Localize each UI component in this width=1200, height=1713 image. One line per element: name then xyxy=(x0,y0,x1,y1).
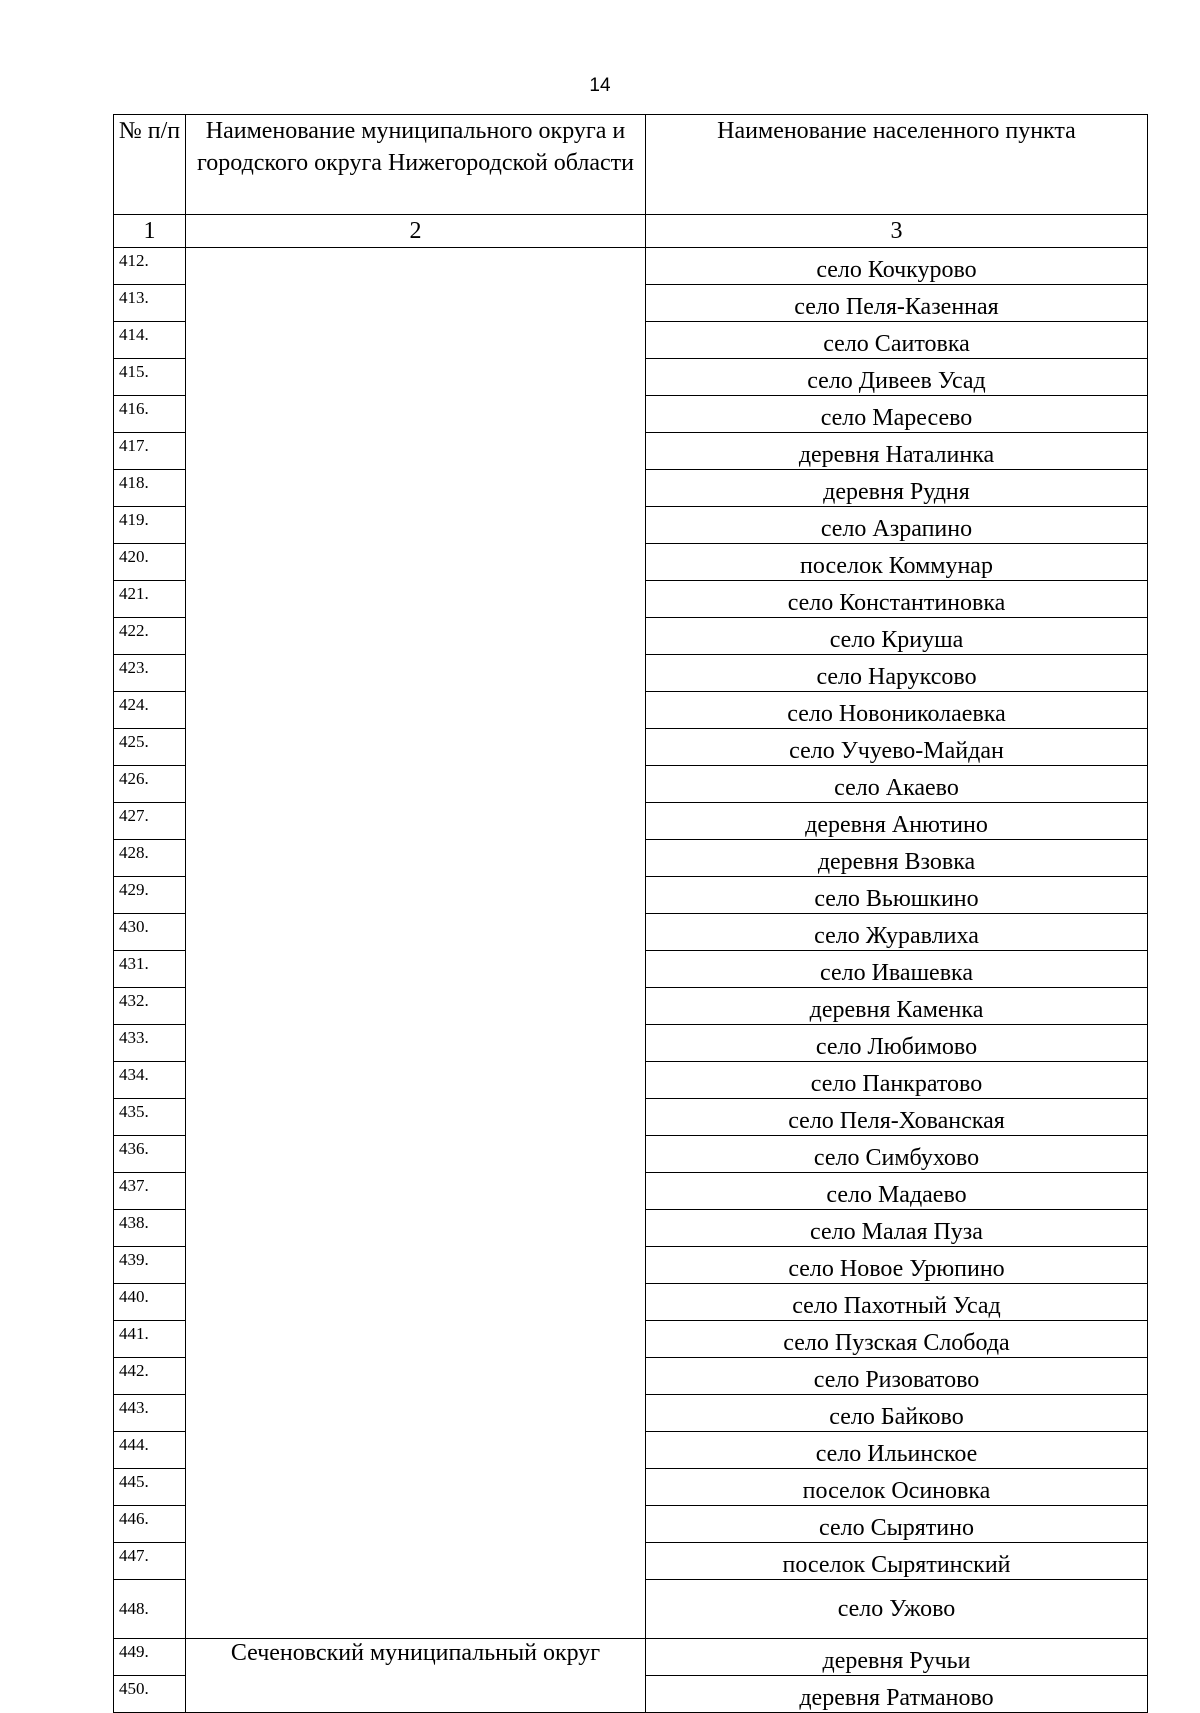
row-number: 427. xyxy=(114,803,186,840)
row-number: 420. xyxy=(114,544,186,581)
row-number: 437. xyxy=(114,1173,186,1210)
row-number: 448. xyxy=(114,1580,186,1639)
column-number-row xyxy=(114,215,1148,248)
settlement-name: село Наруксово xyxy=(646,655,1148,692)
row-number: 435. xyxy=(114,1099,186,1136)
settlement-name: село Саитовка xyxy=(646,322,1148,359)
settlement-name: село Вьюшкино xyxy=(646,877,1148,914)
table-row xyxy=(114,1639,1148,1676)
row-number: 450. xyxy=(114,1676,186,1713)
row-number: 445. xyxy=(114,1469,186,1506)
row-number: 441. xyxy=(114,1321,186,1358)
settlement-name: село Кочкурово xyxy=(646,248,1148,285)
settlement-name: село Пеля-Казенная xyxy=(646,285,1148,322)
row-number: 423. xyxy=(114,655,186,692)
settlement-name: село Малая Пуза xyxy=(646,1210,1148,1247)
settlement-name: село Журавлиха xyxy=(646,914,1148,951)
district-cell xyxy=(186,248,646,1639)
settlement-name: деревня Взовка xyxy=(646,840,1148,877)
settlement-name: деревня Ручьи xyxy=(646,1639,1148,1676)
row-number: 443. xyxy=(114,1395,186,1432)
settlement-name: деревня Анютино xyxy=(646,803,1148,840)
settlement-name: село Симбухово xyxy=(646,1136,1148,1173)
page-number: 14 xyxy=(589,75,611,96)
settlement-name: село Новониколаевка xyxy=(646,692,1148,729)
row-number: 426. xyxy=(114,766,186,803)
settlement-name: село Учуево-Майдан xyxy=(646,729,1148,766)
settlements-table xyxy=(113,114,1148,1713)
row-number: 412. xyxy=(114,248,186,285)
column-number: 1 xyxy=(114,215,186,248)
settlement-name: село Байково xyxy=(646,1395,1148,1432)
settlement-name: поселок Коммунар xyxy=(646,544,1148,581)
settlement-name: село Пахотный Усад xyxy=(646,1284,1148,1321)
district-cell-sechenovsky: Сеченовский муниципальный округ xyxy=(186,1639,646,1713)
row-number: 438. xyxy=(114,1210,186,1247)
row-number: 434. xyxy=(114,1062,186,1099)
settlement-name: село Дивеев Усад xyxy=(646,359,1148,396)
table-body xyxy=(114,248,1148,1713)
settlement-name: село Ужово xyxy=(646,1580,1148,1639)
row-number: 418. xyxy=(114,470,186,507)
settlement-name: село Криуша xyxy=(646,618,1148,655)
settlement-name: село Азрапино xyxy=(646,507,1148,544)
settlement-name: деревня Рудня xyxy=(646,470,1148,507)
row-number: 425. xyxy=(114,729,186,766)
row-number: 430. xyxy=(114,914,186,951)
row-number: 433. xyxy=(114,1025,186,1062)
settlement-name: деревня Каменка xyxy=(646,988,1148,1025)
row-number: 444. xyxy=(114,1432,186,1469)
row-number: 416. xyxy=(114,396,186,433)
settlement-name: село Маресево xyxy=(646,396,1148,433)
row-number: 439. xyxy=(114,1247,186,1284)
settlement-name: село Любимово xyxy=(646,1025,1148,1062)
header-number: № п/п xyxy=(114,115,186,215)
row-number: 431. xyxy=(114,951,186,988)
settlement-name: село Сырятино xyxy=(646,1506,1148,1543)
row-number: 432. xyxy=(114,988,186,1025)
column-number: 3 xyxy=(646,215,1148,248)
settlement-name: поселок Сырятинский xyxy=(646,1543,1148,1580)
settlement-name: село Акаево xyxy=(646,766,1148,803)
settlement-name: деревня Наталинка xyxy=(646,433,1148,470)
row-number: 449. xyxy=(114,1639,186,1676)
row-number: 415. xyxy=(114,359,186,396)
settlement-name: деревня Ратманово xyxy=(646,1676,1148,1713)
row-number: 442. xyxy=(114,1358,186,1395)
header-district: Наименование муниципального округа и городского округа Нижегородской области xyxy=(186,115,646,215)
row-number: 440. xyxy=(114,1284,186,1321)
row-number: 429. xyxy=(114,877,186,914)
settlement-name: село Ивашевка xyxy=(646,951,1148,988)
table-header-row xyxy=(114,115,1148,215)
row-number: 414. xyxy=(114,322,186,359)
row-number: 424. xyxy=(114,692,186,729)
settlement-name: село Константиновка xyxy=(646,581,1148,618)
header-settlement: Наименование населенного пункта xyxy=(646,115,1148,215)
settlement-name: село Пузская Слобода xyxy=(646,1321,1148,1358)
row-number: 436. xyxy=(114,1136,186,1173)
column-number: 2 xyxy=(186,215,646,248)
settlement-name: поселок Осиновка xyxy=(646,1469,1148,1506)
table-row xyxy=(114,248,1148,285)
row-number: 417. xyxy=(114,433,186,470)
row-number: 413. xyxy=(114,285,186,322)
settlement-name: село Пеля-Хованская xyxy=(646,1099,1148,1136)
row-number: 447. xyxy=(114,1543,186,1580)
settlement-name: село Ильинское xyxy=(646,1432,1148,1469)
settlement-name: село Ризоватово xyxy=(646,1358,1148,1395)
row-number: 419. xyxy=(114,507,186,544)
settlement-name: село Мадаево xyxy=(646,1173,1148,1210)
settlement-name: село Панкратово xyxy=(646,1062,1148,1099)
row-number: 428. xyxy=(114,840,186,877)
row-number: 421. xyxy=(114,581,186,618)
row-number: 446. xyxy=(114,1506,186,1543)
settlement-name: село Новое Урюпино xyxy=(646,1247,1148,1284)
row-number: 422. xyxy=(114,618,186,655)
